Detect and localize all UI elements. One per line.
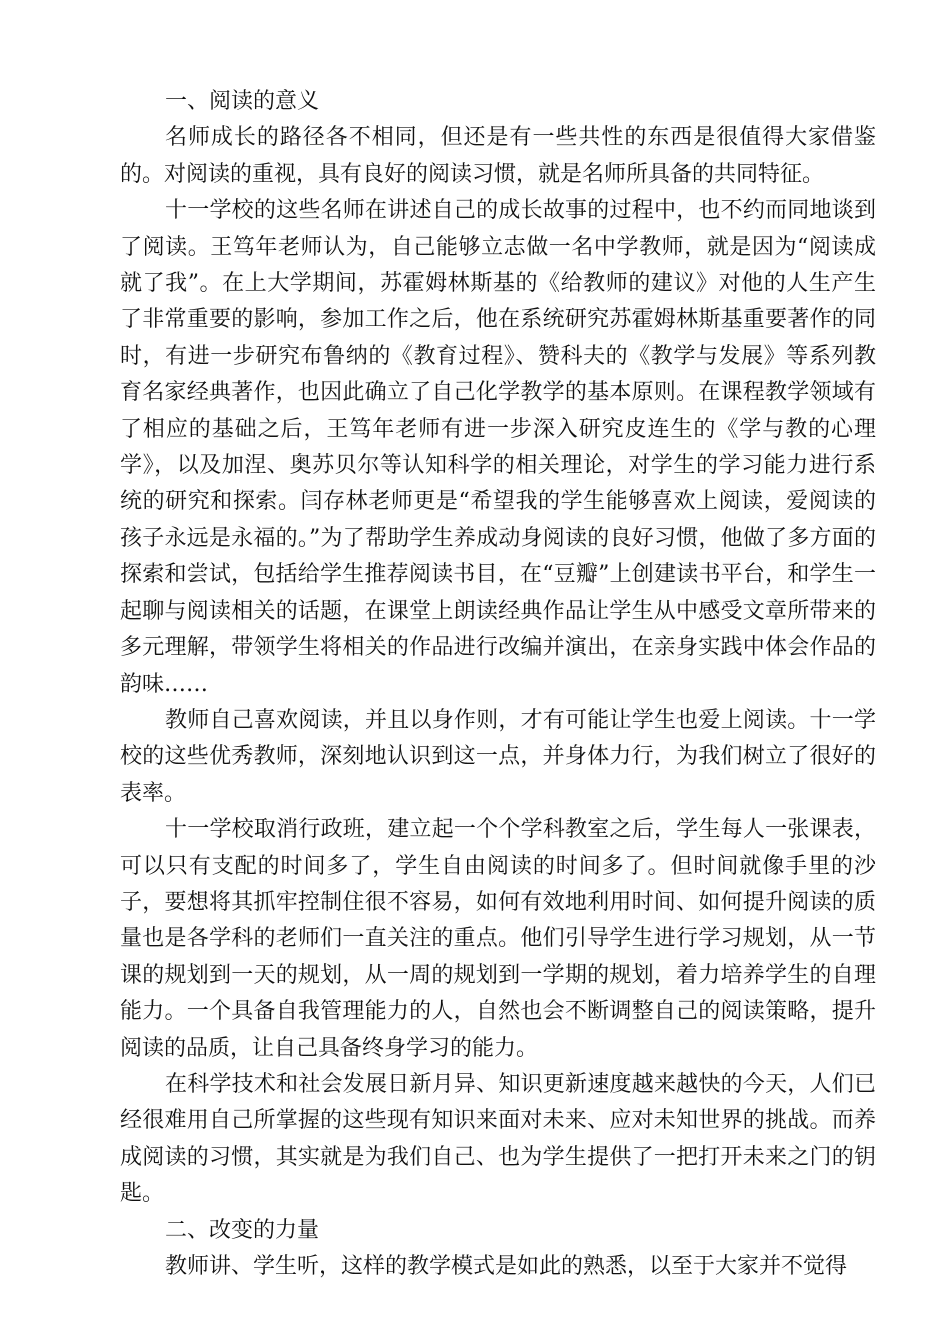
section-heading-1: 一、阅读的意义 — [165, 89, 320, 114]
paragraph-4: 十一学校取消行政班，建立起一个个学科教室之后，学生每人一张课表，可以只有支配的时间多了，学生自由阅读的时间多了。但时间就像手里的沙子，要想将其抓牢控制住很不容易，如何有效地利用时间、如何提升阅读的质量也是各学科的老师们一直关注的重点。他们引导学生进行学习规划，从一节课的规划到一天的规划，从一周的规划到一学期的规划，着力培养学生的自理能力。一个具备自我管理能力的人，自然也会不断调整自己的阅读策略，提升阅读的品质，让自己具备终身学习的能力。 — [120, 817, 876, 1061]
document-page — [120, 84, 876, 1285]
paragraph-5: 在科学技术和社会发展日新月异、知识更新速度越来越快的今天，人们已经很难用自己所掌握的这些现有知识来面对未来、应对未知世界的挑战。而养成阅读的习惯，其实就是为我们自己、也为学生提供了一把打开未来之门的钥匙。 — [120, 1071, 876, 1207]
section-heading-2: 二、改变的力量 — [165, 1217, 320, 1243]
paragraph-6: 教师讲、学生听，这样的教学模式是如此的熟悉，以至于大家并不觉得 — [165, 1254, 848, 1279]
paragraph-2: 十一学校的这些名师在讲述自己的成长故事的过程中，也不约而同地谈到了阅读。王笃年老师认为，自己能够立志做一名中学教师，就是因为“阅读成就了我”。在上大学期间，苏霍姆林斯基的《给教师的建议》对他的人生产生了非常重要的影响，参加工作之后，他在系统研究苏霍姆林斯基重要著作的同时，有进一步研究布鲁纳的《教育过程》、赞科夫的《教学与发展》等系列教育名家经典著作，也因此确立了自己化学教学的基本原则。在课程教学领域有了相应的基础之后，王笃年老师有进一步深入研究皮连生的《学与教的心理学》，以及加涅、奥苏贝尔等认知科学的相关理论，对学生的学习能力进行系统的研究和探索。闫存林老师更是“希望我的学生能够喜欢上阅读，爱阅读的孩子永远是永福的。”为了帮助学生养成动身阅读的良好习惯，他做了多方面的探索和尝试，包括给学生推荐阅读书目，在“豆瓣”上创建读书平台，和学生一起聊与阅读相关的话题，在课堂上朗读经典作品让学生从中感受文章所带来的多元理解，带领学生将相关的作品进行改编并演出，在亲身实践中体会作品的韵味…… — [120, 198, 876, 697]
paragraph-1: 名师成长的路径各不相同，但还是有一些共性的东西是很值得大家借鉴的。对阅读的重视，具有良好的阅读习惯，就是名师所具备的共同特征。 — [120, 125, 876, 187]
paragraph-3: 教师自己喜欢阅读，并且以身作则，才有可能让学生也爱上阅读。十一学校的这些优秀教师，深刻地认识到这一点，并身体力行，为我们树立了很好的表率。 — [120, 707, 876, 806]
